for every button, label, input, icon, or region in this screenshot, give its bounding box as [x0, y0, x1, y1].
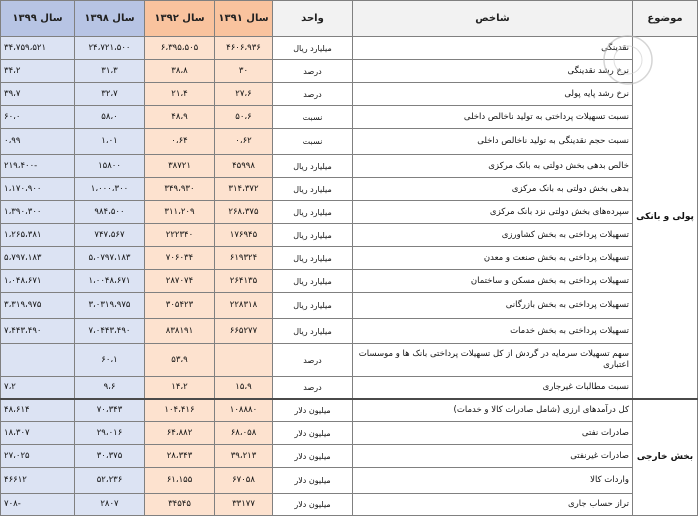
unit-cell: میلیون دلار [273, 422, 353, 445]
indicator-cell: نسبت مطالبات غیرجاری [353, 377, 633, 399]
table-row [1, 399, 698, 422]
table-row [1, 83, 698, 106]
unit-cell: میلیارد ریال [273, 201, 353, 224]
indicator-cell: نرخ رشد پایه پولی [353, 83, 633, 106]
indicator-cell: سپرده‌های بخش دولتی نزد بانک مرکزی [353, 201, 633, 224]
header-indicator: شاخص [353, 1, 633, 37]
indicator-cell: صادرات غیرنفتی [353, 445, 633, 468]
indicator-cell: نسبت حجم نقدینگی به تولید ناخالص داخلی [353, 129, 633, 155]
value-1392-cell: ۷۰۶۰۳۴ [145, 247, 215, 270]
value-1391-cell: ۴۶۰۶،۹۳۶ [215, 37, 273, 60]
value-1391-cell: ۱۵،۹ [215, 377, 273, 399]
table-row [1, 468, 698, 494]
table-row [1, 60, 698, 83]
value-1392-cell: ۲۸،۳۴۳ [145, 445, 215, 468]
section-label: پولی و بانکی [633, 37, 698, 399]
value-1399-cell: ۲۷،۰۲۵ [1, 445, 75, 468]
header-year-1399: سال ۱۳۹۹ [1, 1, 75, 37]
value-1398-cell: ۹۸۴،۵۰۰ [75, 201, 145, 224]
indicator-cell: نرخ رشد نقدینگی [353, 60, 633, 83]
value-1391-cell: ۲۲۸۳۱۸ [215, 293, 273, 319]
table-row [1, 344, 698, 377]
value-1392-cell: ۲۱،۴ [145, 83, 215, 106]
value-1391-cell: ۳۹،۲۱۳ [215, 445, 273, 468]
value-1398-cell: ۳۱،۳ [75, 60, 145, 83]
value-1392-cell: ۶،۳۹۵،۵۰۵ [145, 37, 215, 60]
value-1392-cell: ۳۸،۸ [145, 60, 215, 83]
value-1391-cell: ۶۷۰۵۸ [215, 468, 273, 494]
value-1391-cell: ۲۶۴۱۳۵ [215, 270, 273, 293]
value-1391-cell: ۳۳۱۷۷ [215, 494, 273, 516]
value-1391-cell [215, 344, 273, 377]
value-1399-cell: ۴۸،۶۱۴ [1, 399, 75, 422]
unit-cell: نسبت [273, 106, 353, 129]
unit-cell: میلیارد ریال [273, 247, 353, 270]
value-1392-cell: ۳۴۵۴۵ [145, 494, 215, 516]
value-1391-cell: ۲۷،۶ [215, 83, 273, 106]
value-1392-cell: ۳۸۷۲۱ [145, 155, 215, 178]
value-1392-cell: ۳۴۹،۹۳۰ [145, 178, 215, 201]
header-unit: واحد [273, 1, 353, 37]
value-1398-cell: ۱،۰۱ [75, 129, 145, 155]
table-row [1, 106, 698, 129]
value-1399-cell: ۳۴،۷۵۹،۵۲۱ [1, 37, 75, 60]
value-1399-cell: ۱،۳۹۰،۳۰۰ [1, 201, 75, 224]
unit-cell: نسبت [273, 129, 353, 155]
value-1391-cell: ۱۷۶۹۴۵ [215, 224, 273, 247]
table-row [1, 247, 698, 270]
table-row [1, 377, 698, 399]
value-1399-cell: ۳،۳۱۹،۹۷۵ [1, 293, 75, 319]
value-1399-cell: ۶۰،۰ [1, 106, 75, 129]
table-row [1, 494, 698, 516]
indicator-cell: تسهیلات پرداختی به بخش کشاورزی [353, 224, 633, 247]
value-1398-cell: ۲۹،۰۱۶ [75, 422, 145, 445]
unit-cell: درصد [273, 83, 353, 106]
value-1398-cell: ۱۵۸۰۰ [75, 155, 145, 178]
table-row [1, 129, 698, 155]
header-row [1, 1, 698, 37]
value-1391-cell: ۳۰ [215, 60, 273, 83]
value-1399-cell: ۷،۲ [1, 377, 75, 399]
indicator-cell: تسهیلات پرداختی به بخش خدمات [353, 319, 633, 344]
value-1392-cell: ۴۸،۹ [145, 106, 215, 129]
value-1391-cell: ۲۶۸،۳۷۵ [215, 201, 273, 224]
unit-cell: میلیارد ریال [273, 319, 353, 344]
indicator-cell: نقدینگی [353, 37, 633, 60]
table-row [1, 178, 698, 201]
indicator-cell: واردات کالا [353, 468, 633, 494]
value-1391-cell: ۵۰،۶ [215, 106, 273, 129]
value-1399-cell: -۷۰۸ [1, 494, 75, 516]
indicator-cell: خالص بدهی بخش دولتی به بانک مرکزی [353, 155, 633, 178]
value-1399-cell: ۷،۴۴۳،۴۹۰ [1, 319, 75, 344]
value-1398-cell: ۳۰،۳۷۵ [75, 445, 145, 468]
unit-cell: میلیون دلار [273, 494, 353, 516]
value-1398-cell: ۵۸،۰ [75, 106, 145, 129]
value-1392-cell: ۵۳،۹ [145, 344, 215, 377]
indicator-cell: تسهیلات پرداختی به بخش صنعت و معدن [353, 247, 633, 270]
unit-cell: میلیارد ریال [273, 37, 353, 60]
unit-cell: درصد [273, 377, 353, 399]
table-row [1, 37, 698, 60]
unit-cell: میلیون دلار [273, 445, 353, 468]
unit-cell: میلیون دلار [273, 399, 353, 422]
value-1398-cell: ۱،۰۰۰،۳۰۰ [75, 178, 145, 201]
header-year-1398: سال ۱۳۹۸ [75, 1, 145, 37]
indicator-cell: بدهی بخش دولتی به بانک مرکزی [353, 178, 633, 201]
unit-cell: میلیارد ریال [273, 270, 353, 293]
value-1398-cell: ۷،۰۴۴۳،۴۹۰ [75, 319, 145, 344]
table-row [1, 201, 698, 224]
unit-cell: درصد [273, 344, 353, 377]
value-1392-cell: ۰،۶۴ [145, 129, 215, 155]
unit-cell: درصد [273, 60, 353, 83]
unit-cell: میلیارد ریال [273, 293, 353, 319]
value-1392-cell: ۶۴،۸۸۲ [145, 422, 215, 445]
value-1391-cell: ۶۱۹۳۲۴ [215, 247, 273, 270]
unit-cell: میلیارد ریال [273, 224, 353, 247]
value-1399-cell: -۲۱۹،۴۰۰ [1, 155, 75, 178]
value-1391-cell: ۶۶۵۲۷۷ [215, 319, 273, 344]
value-1391-cell: ۰،۶۲ [215, 129, 273, 155]
value-1398-cell: ۵۲،۲۳۶ [75, 468, 145, 494]
value-1398-cell: ۶۰،۱ [75, 344, 145, 377]
value-1398-cell: ۹،۶ [75, 377, 145, 399]
header-year-1392: سال ۱۳۹۲ [145, 1, 215, 37]
value-1391-cell: ۶۸،۰۵۸ [215, 422, 273, 445]
table-row [1, 319, 698, 344]
value-1398-cell: ۷۴۷،۵۶۷ [75, 224, 145, 247]
value-1399-cell: ۱،۱۷۰،۹۰۰ [1, 178, 75, 201]
table-row [1, 293, 698, 319]
value-1399-cell: ۱۸،۳۰۷ [1, 422, 75, 445]
value-1392-cell: ۳۱۱،۲۰۹ [145, 201, 215, 224]
table-row [1, 422, 698, 445]
table-row [1, 224, 698, 247]
indicator-cell: تراز حساب جاری [353, 494, 633, 516]
value-1398-cell: ۵،۰۷۹۷،۱۸۳ [75, 247, 145, 270]
value-1398-cell: ۲۸۰۷ [75, 494, 145, 516]
unit-cell: میلیارد ریال [273, 155, 353, 178]
value-1391-cell: ۳۱۴،۳۷۲ [215, 178, 273, 201]
value-1391-cell: ۴۵۹۹۸ [215, 155, 273, 178]
value-1391-cell: ۱۰۸۸۸۰ [215, 399, 273, 422]
value-1392-cell: ۲۸۷۰۷۴ [145, 270, 215, 293]
indicator-cell: نسبت تسهیلات پرداختی به تولید ناخالص داخلی [353, 106, 633, 129]
value-1399-cell [1, 344, 75, 377]
value-1392-cell: ۱۴،۲ [145, 377, 215, 399]
unit-cell: میلیارد ریال [273, 178, 353, 201]
indicator-cell: تسهیلات پرداختی به بخش مسکن و ساختمان [353, 270, 633, 293]
header-topic: موضوع [633, 1, 698, 37]
value-1399-cell: ۳۹،۷ [1, 83, 75, 106]
value-1392-cell: ۸۳۸۱۹۱ [145, 319, 215, 344]
header-year-1391: سال ۱۳۹۱ [215, 1, 273, 37]
value-1398-cell: ۳۲،۷ [75, 83, 145, 106]
value-1392-cell: ۶۱،۱۵۵ [145, 468, 215, 494]
value-1392-cell: ۲۲۲۳۴۰ [145, 224, 215, 247]
unit-cell: میلیون دلار [273, 468, 353, 494]
table-row [1, 445, 698, 468]
value-1399-cell: ۰،۹۹ [1, 129, 75, 155]
value-1398-cell: ۷۰،۳۴۳ [75, 399, 145, 422]
value-1399-cell: ۴۶۶۱۲ [1, 468, 75, 494]
value-1398-cell: ۱،۰۰۴۸،۶۷۱ [75, 270, 145, 293]
value-1399-cell: ۳۴،۲ [1, 60, 75, 83]
indicator-cell: صادرات نفتی [353, 422, 633, 445]
value-1399-cell: ۱،۲۶۵،۳۸۱ [1, 224, 75, 247]
indicator-cell: سهم تسهیلات سرمایه در گردش از کل تسهیلات پرداختی بانک ها و موسسات اعتباری [353, 344, 633, 377]
value-1398-cell: ۲۴،۷۲۱،۵۰۰ [75, 37, 145, 60]
value-1392-cell: ۳۰۵۴۲۳ [145, 293, 215, 319]
value-1399-cell: ۱،۰۴۸،۶۷۱ [1, 270, 75, 293]
value-1398-cell: ۳،۰۳۱۹،۹۷۵ [75, 293, 145, 319]
table-row [1, 155, 698, 178]
value-1399-cell: ۵،۷۹۷،۱۸۳ [1, 247, 75, 270]
table-row [1, 270, 698, 293]
section-label: بخش خارجی [633, 399, 698, 516]
indicator-cell: کل درآمدهای ارزی (شامل صادرات کالا و خدمات) [353, 399, 633, 422]
value-1392-cell: ۱۰۴،۴۱۶ [145, 399, 215, 422]
indicator-cell: تسهیلات پرداختی به بخش بازرگانی [353, 293, 633, 319]
